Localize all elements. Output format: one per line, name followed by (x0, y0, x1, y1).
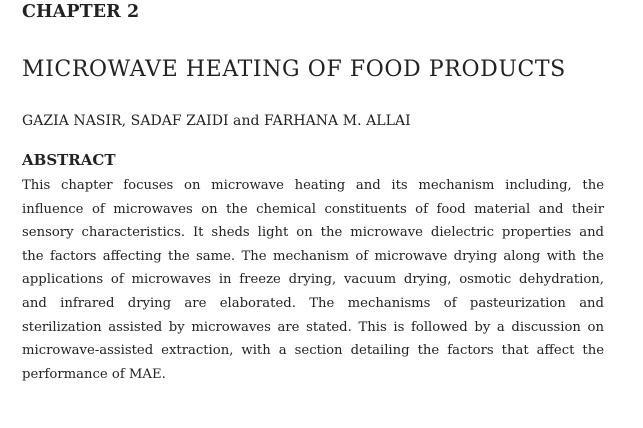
abstract-line: performance of MAE. (22, 366, 166, 382)
abstract-line: This chapter focuses on microwave heating and its mechanism including, the (22, 178, 604, 193)
abstract-line: microwave-assisted extraction, with a section detailing the factors that affect the (22, 343, 604, 359)
abstract-line: and infrared drying are elaborated. The mechanisms of pasteurization and (22, 295, 604, 311)
abstract-body (22, 174, 604, 386)
chapter-title: MICROWAVE HEATING OF FOOD PRODUCTS (22, 57, 566, 82)
abstract-line: sterilization assisted by microwaves are stated. This is followed by a discussion on (22, 319, 604, 335)
chapter-number: CHAPTER 2 (22, 2, 140, 22)
abstract-heading: ABSTRACT (22, 151, 116, 169)
abstract-line: influence of microwaves on the chemical constituents of food material and their (22, 201, 604, 217)
author-list: GAZIA NASIR, SADAF ZAIDI and FARHANA M. ALLAI (22, 113, 411, 129)
abstract-line: sensory characteristics. It sheds light on the microwave dielectric properties and (22, 225, 604, 241)
abstract-line: the factors affecting the same. The mechanism of microwave drying along with the (22, 248, 604, 264)
abstract-line: applications of microwaves in freeze drying, vacuum drying, osmotic dehydration, (22, 272, 604, 288)
